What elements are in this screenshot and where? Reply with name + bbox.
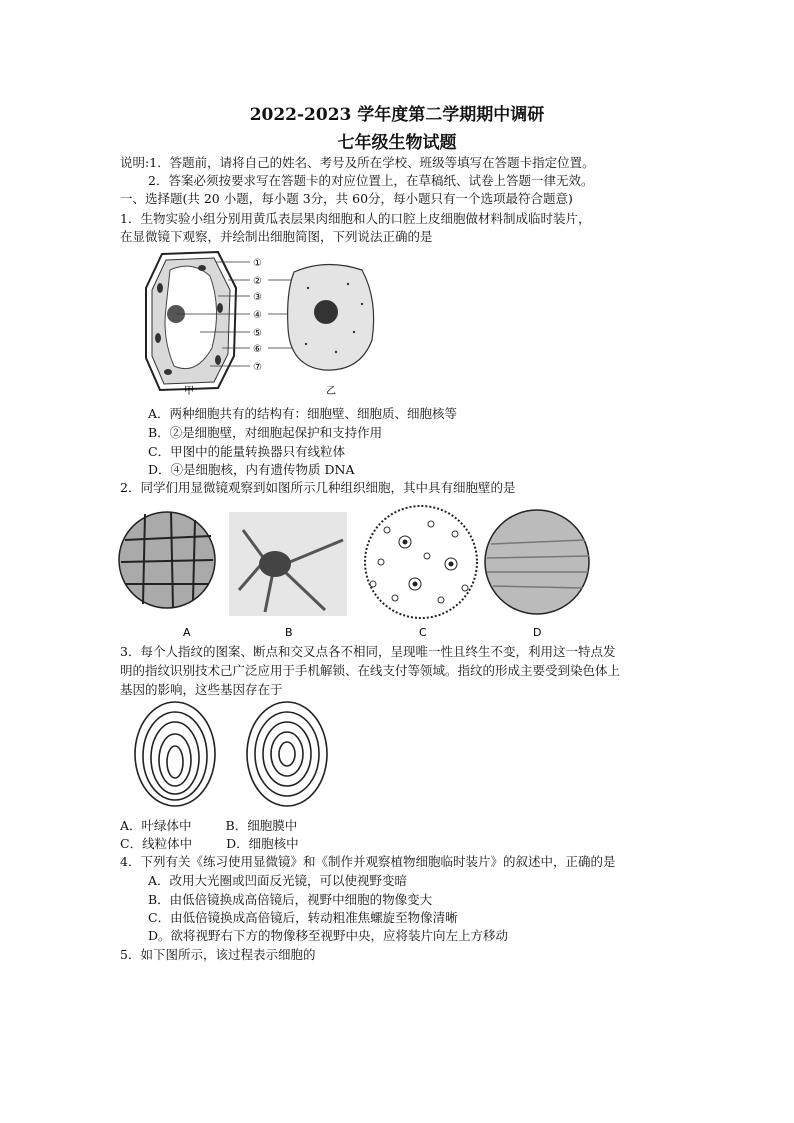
fingerprint-whorl-image — [247, 702, 327, 806]
q1-option-d: D．④是细胞核，内有遗传物质 DNA — [148, 462, 355, 477]
label-5: ⑤ — [253, 328, 262, 339]
label-1: ① — [253, 258, 262, 269]
tissue-d-image — [485, 510, 589, 614]
q3-stem-line3: 基因的影响，这些基因存在于 — [120, 682, 283, 697]
tissue-figures — [115, 500, 595, 640]
label-6: ⑥ — [253, 344, 262, 355]
q1-option-a: A．两种细胞共有的结构有：细胞壁、细胞质、细胞核等 — [148, 406, 458, 421]
animal-cell-figure — [288, 264, 374, 370]
q3-stem-line1: 3．每个人指纹的图案、断点和交叉点各不相同，呈现唯一性且终生不变，利用这一特点发 — [120, 644, 616, 659]
page-subtitle: 七年级生物试题 — [337, 133, 457, 153]
plant-cell-figure — [146, 252, 236, 390]
fingerprint-loop-image — [135, 702, 215, 806]
tissue-b-image — [229, 512, 347, 616]
cell-diagram — [140, 248, 400, 398]
q4-option-b: B．由低倍镜换成高倍镜后，视野中细胞的物像变大 — [148, 892, 433, 907]
tissue-a-image — [119, 512, 215, 608]
q3-option-c: C．线粒体中 — [120, 836, 193, 851]
q3-option-b: B．细胞膜中 — [225, 818, 298, 833]
q1-stem-line1: 1．生物实验小组分别用黄瓜表层果肉细胞和人的口腔上皮细胞做材料制成临时装片， — [120, 211, 591, 226]
tissue-c-image — [365, 506, 477, 618]
section-heading: 一、选择题(共 20 小题，每小题 3分，共 60分，每小题只有一个选项最符合题意) — [120, 191, 573, 206]
fingerprint-figures — [125, 698, 345, 810]
q3-options-row1 — [120, 817, 297, 835]
label-c: C — [419, 626, 427, 639]
label-7: ⑦ — [253, 362, 262, 373]
page-title: 2022-2023 学年度第二学期期中调研 — [249, 105, 545, 125]
q3-option-d: D．细胞核中 — [226, 836, 299, 851]
instruction-2: 2．答案必须按要求写在答题卡的对应位置上，在草稿纸、试卷上答题一律无效。 — [148, 173, 594, 188]
q4-option-a: A．改用大光圈或凹面反光镜，可以使视野变暗 — [148, 873, 408, 888]
q3-options-row2 — [120, 835, 299, 853]
q4-option-c: C．由低倍镜换成高倍镜后，转动粗准焦螺旋至物像清晰 — [148, 910, 458, 925]
label-2: ② — [253, 276, 262, 287]
label-3: ③ — [253, 292, 262, 303]
label-yi: 乙 — [326, 386, 336, 397]
q1-option-b: B．②是细胞壁，对细胞起保护和支持作用 — [148, 425, 383, 440]
q1-option-c: C．甲图中的能量转换器只有线粒体 — [148, 444, 346, 459]
q4-option-d: D。欲将视野右下方的物像移至视野中央，应将装片向左上方移动 — [148, 928, 509, 943]
q4-stem: 4．下列有关《练习使用显微镜》和《制作并观察植物细胞临时装片》的叙述中，正确的是 — [120, 854, 616, 869]
instruction-1: 说明:1．答题前，请将自己的姓名、考号及所在学校、班级等填写在答题卡指定位置。 — [120, 155, 595, 170]
label-a: A — [183, 626, 191, 639]
label-b: B — [285, 626, 293, 639]
label-4: ④ — [253, 310, 262, 321]
label-jia: 甲 — [184, 386, 194, 397]
label-d: D — [533, 626, 542, 639]
q2-stem: 2．同学们用显微镜观察到如图所示几种组织细胞，其中具有细胞壁的是 — [120, 480, 516, 495]
q1-stem-line2: 在显微镜下观察，并绘制出细胞简图，下列说法正确的是 — [120, 229, 433, 244]
q3-stem-line2: 明的指纹识别技术己广泛应用于手机解锁、在线支付等领域。指纹的形成主要受到染色体上 — [120, 663, 621, 678]
q3-option-a: A．叶绿体中 — [120, 818, 192, 833]
q5-stem: 5．如下图所示，该过程表示细胞的 — [120, 947, 316, 962]
